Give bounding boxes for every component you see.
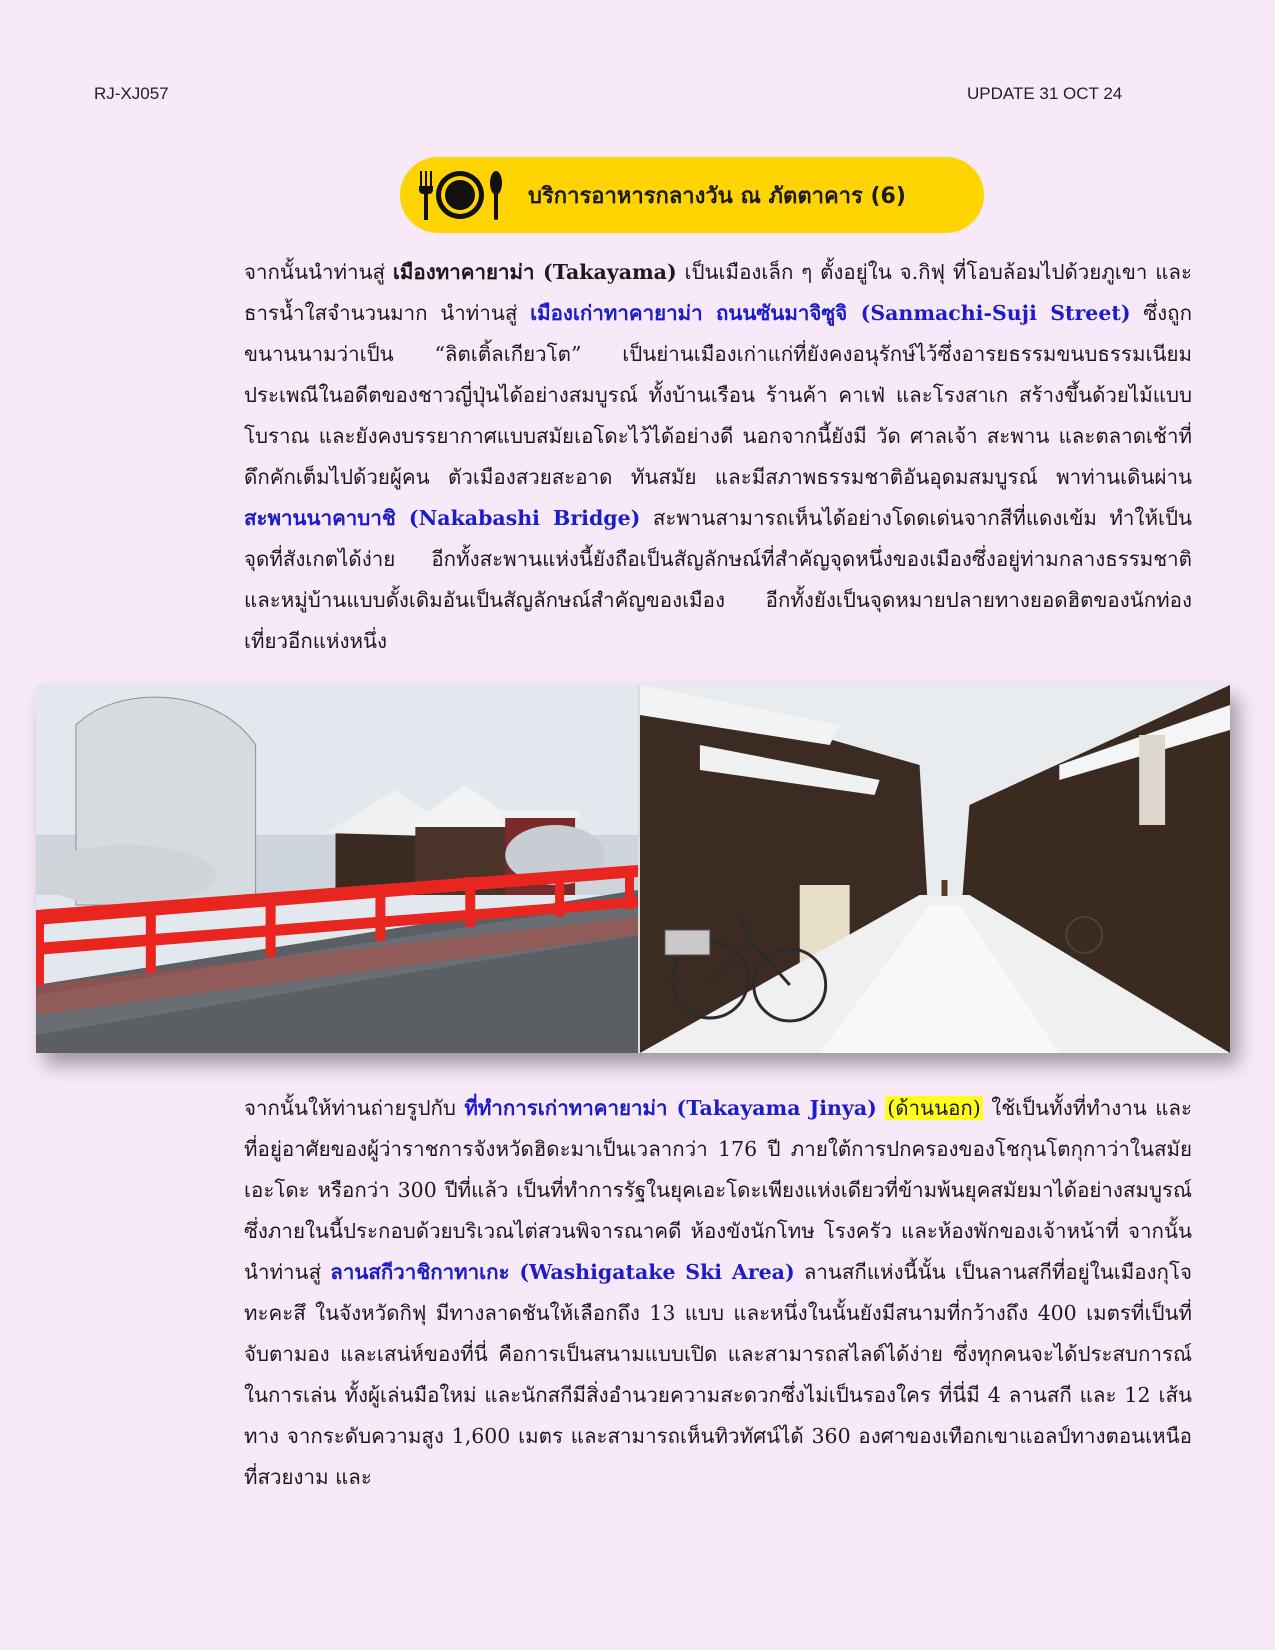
- nakabashi-bridge-photo: [36, 685, 638, 1053]
- sanmachi-suji-link: เมืองเก่าทาคายาม่า ถนนซันมาจิซูจิ (Sanmachi-Suji Street): [530, 301, 1131, 325]
- text-run: ลานสกีแห่งนี้นั้น เป็นลานสกีที่อยู่ในเมืองกุโจ ทะคะสึ ในจังหวัดกิฟุ มีทางลาดชันให้เลือกถึง 13 แบบ และหนึ่งในนั้นยังมีสนามที่กว้างถึง 400 เมตรที่เป็นที่จับตามอง และเสน่ห์ของที่นี่ คือการเป็นสนามแบบเปิด และสามารถสไลด์ได้ง่าย ซึ่งทุกคนจะได้ประสบการณ์ในการเล่น ทั้งผู้เล่นมือใหม่ และนักสกีมีสิ่งอำนวยความสะดวกซึ่งไม่เป็นรองใคร ที่นี่มี 4 ลานสกี และ 12 เส้นทาง จากระดับความสูง 1,600 เมตร และสามารถเห็นทิวทัศน์ได้ 360 องศาของเทือกเขาแอลป์ทางตอนเหนือที่สวยงาม และ: [244, 1260, 1192, 1489]
- takayama-bold: เมืองทาคายาม่า (Takayama): [392, 260, 677, 284]
- text-run: จากนั้นนำท่านสู่: [244, 260, 393, 284]
- text-run: ซึ่งถูกขนานนามว่าเป็น “ลิตเติ้ลเกียวโต” เป็นย่านเมืองเก่าแก่ที่ยังคงอนุรักษ์ไว้ซึ่งอารยธรรมขนบธรรมเนียมประเพณีในอดีตของชาวญี่ปุ่นได้อย่างสมบูรณ์ ทั้งบ้านเรือน ร้านค้า คาเฟ่ และโรงสาเก สร้างขึ้นด้วยไม้แบบโบราณ และยังคงบรรยากาศแบบสมัยเอโดะไว้ได้อย่างดี นอกจากนี้ยังมี วัด ศาลเจ้า สะพาน และตลาดเช้าที่ดึกคักเต็มไปด้วยผู้คน ตัวเมืองสวยสะอาด ทันสมัย และมีสภาพธรรมชาติอันอุดมสมบูรณ์ พาท่านเดินผ่าน: [244, 301, 1193, 489]
- text-run: จากนั้นให้ท่านถ่ายรูปกับ: [244, 1096, 465, 1120]
- outside-highlight: (ด้านนอก): [887, 1096, 981, 1120]
- paragraph-takayama: [244, 252, 1192, 662]
- text-run: ใช้เป็นทั้งที่ทำงาน และที่อยู่อาศัยของผู้ว่าราชการจังหวัดฮิดะมาเป็นเวลากว่า 176 ปี ภายใต้การปกครองของโชกุนโตกุกาว่าในสมัยเอะโดะ หรือกว่า 300 ปีที่แล้ว เป็นที่ทำการรัฐในยุคเอะโดะเพียงแห่งเดียวที่ข้ามพ้นยุคสมัยมาได้อย่างสมบูรณ์ ซึ่งภายในนี้ประกอบด้วยบริเวณไต่สวนพิจารณาคดี ห้องขังนักโทษ โรงครัว และห้องพักของเจ้าหน้าที่ จากนั้นนำท่านสู่: [244, 1096, 1192, 1284]
- update-date: UPDATE 31 OCT 24: [967, 84, 1123, 103]
- text-run: สะพานสามารถเห็นได้อย่างโดดเด่นจากสีที่แดงเข้ม ทำให้เป็นจุดที่สังเกตได้ง่าย อีกทั้งสะพานแห่งนี้ยังถือเป็นสัญลักษณ์ที่สำคัญจุดหนึ่งของเมืองซึ่งอยู่ท่ามกลางธรรมชาติ และหมู่บ้านแบบดั้งเดิมอันเป็นสัญลักษณ์สำคัญของเมือง อีกทั้งยังเป็นจุดหมายปลายทางยอดฮิตของนักท่องเที่ยวอีกแห่งหนึ่ง: [244, 506, 1192, 653]
- lunch-banner: [400, 157, 984, 233]
- text-run: [877, 1096, 885, 1120]
- sanmachi-street-photo: [638, 685, 1230, 1053]
- text-run: เป็นเมืองเล็ก ๆ ตั้งอยู่ใน จ.กิฟุ ที่โอบล้อมไปด้วยภูเขา และธารน้ำใสจำนวนมาก นำท่านสู่: [244, 260, 1192, 325]
- takayama-jinya-link: ที่ทำการเก่าทาคายาม่า (Takayama Jinya): [464, 1096, 877, 1120]
- lunch-banner-title: บริการอาหารกลางวัน ณ ภัตตาคาร (6): [528, 183, 906, 209]
- fork-plate-spoon-icon: [414, 167, 504, 223]
- paragraph-jinya-ski: [244, 1088, 1192, 1498]
- photo-strip: [36, 685, 1230, 1053]
- nakabashi-bridge-link: สะพานนาคาบาชิ (Nakabashi Bridge): [244, 506, 641, 530]
- document-code: RJ-XJ057: [94, 84, 169, 103]
- washigatake-ski-link: ลานสกีวาชิกาทาเกะ (Washigatake Ski Area): [330, 1260, 795, 1284]
